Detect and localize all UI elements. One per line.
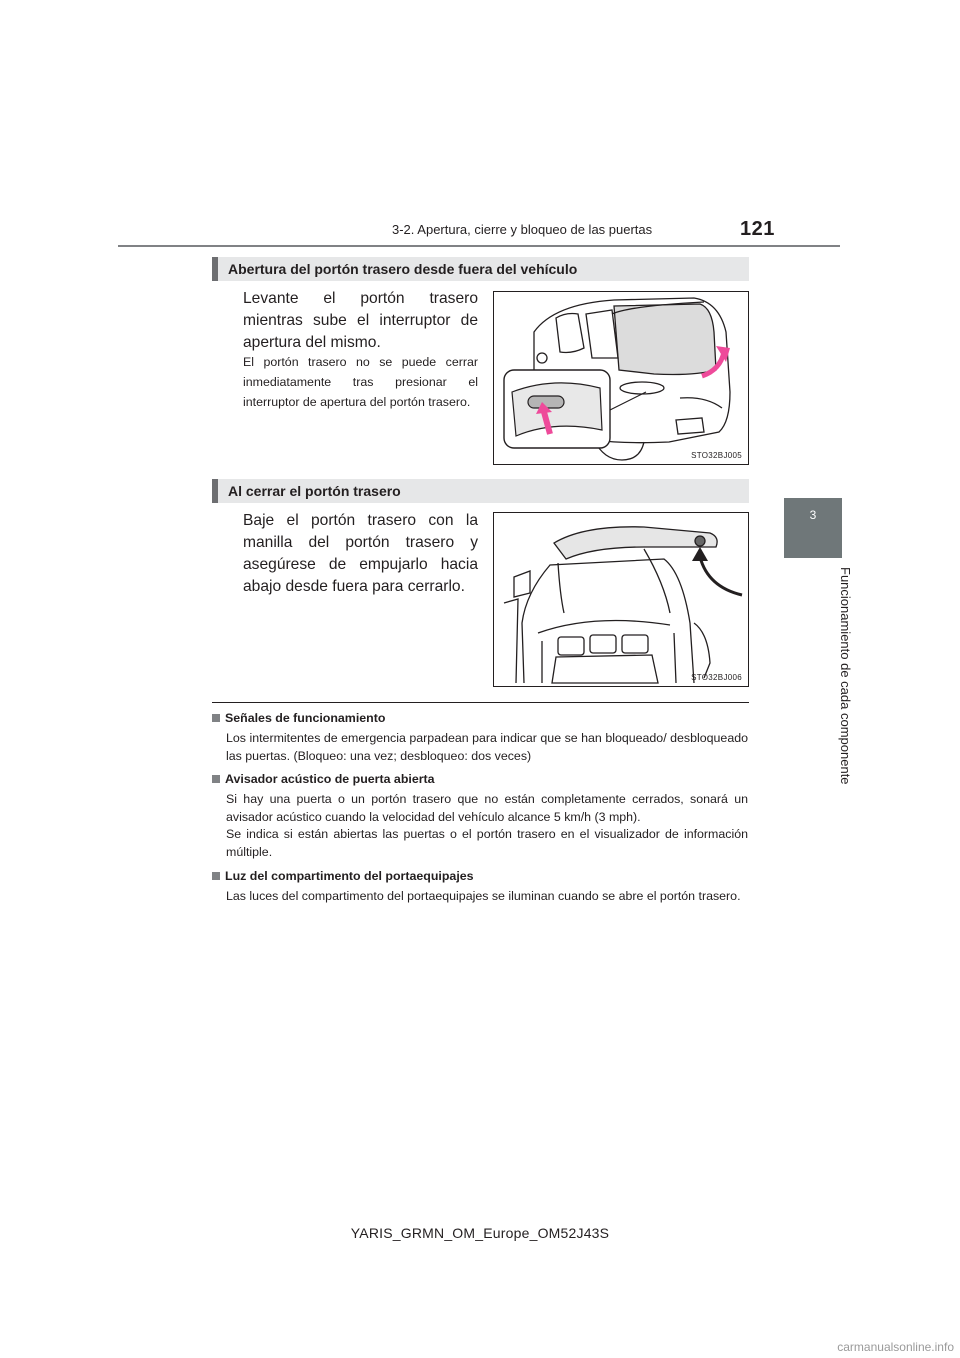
section-heading-opening (212, 257, 749, 281)
note-body-operation-signals (226, 730, 748, 765)
section-heading-title: Al cerrar el portón trasero (228, 483, 401, 499)
notes-divider (212, 702, 749, 703)
header-divider (118, 245, 840, 247)
square-bullet-icon (212, 775, 220, 783)
figure-opening-tailgate (493, 291, 749, 465)
watermark: carmanualsonline.info (837, 1340, 954, 1354)
note-title-operation-signals: Señales de funcionamiento (212, 711, 385, 725)
page-number: 121 (740, 218, 775, 240)
section-heading-accent (212, 257, 218, 281)
section-heading-accent (212, 479, 218, 503)
step-text-opening: Levante el portón trasero mientras sube el interruptor de apertura del mismo. (243, 290, 478, 351)
chapter-tab (784, 498, 842, 558)
note-title-luggage-light: Luz del compartimento del portaequipajes (212, 869, 474, 883)
note-body-luggage-light (226, 888, 748, 906)
section-heading-title: Abertura del portón trasero desde fuera del vehículo (228, 261, 578, 277)
note-title-door-open-buzzer: Avisador acústico de puerta abierta (212, 772, 435, 786)
tailgate-closing-illustration (494, 513, 748, 686)
square-bullet-icon (212, 714, 220, 722)
figure-code: STO32BJ006 (691, 673, 742, 682)
section-heading-closing (212, 479, 749, 503)
note-paragraph: Las luces del compartimento del portaequipajes se iluminan cuando se abre el portón trasero. (226, 889, 741, 903)
note-paragraph: Los intermitentes de emergencia parpadean para indicar que se han bloqueado/ desbloqueado las puertas. (Bloqueo: una vez; desbloqueo: dos veces) (226, 731, 748, 763)
note-body-door-open-buzzer (226, 791, 748, 861)
note-paragraph: Se indica si están abiertas las puertas o el portón trasero en el visualizador de información múltiple. (226, 827, 748, 859)
chapter-header: 3-2. Apertura, cierre y bloqueo de las puertas (392, 222, 653, 237)
chapter-tab-label: Funcionamiento de cada componente (838, 567, 853, 785)
note-text-opening: El portón trasero no se puede cerrar inmediatamente tras presionar el interruptor de apertura del portón trasero. (243, 355, 478, 409)
step-text-closing: Baje el portón trasero con la manilla del portón trasero y asegúrese de empujarlo hacia abajo desde fuera para cerrarlo. (243, 512, 478, 595)
square-bullet-icon (212, 872, 220, 880)
figure-code: STO32BJ005 (691, 451, 742, 460)
chapter-tab-number: 3 (809, 508, 817, 522)
document-code-footer: YARIS_GRMN_OM_Europe_OM52J43S (350, 1225, 610, 1241)
note-paragraph: Si hay una puerta o un portón trasero que no están completamente cerrados, sonará un avisador acústico cuando la velocidad del vehículo alcance 5 km/h (3 mph). (226, 792, 748, 824)
figure-closing-tailgate (493, 512, 749, 687)
tailgate-open-illustration (494, 292, 748, 464)
